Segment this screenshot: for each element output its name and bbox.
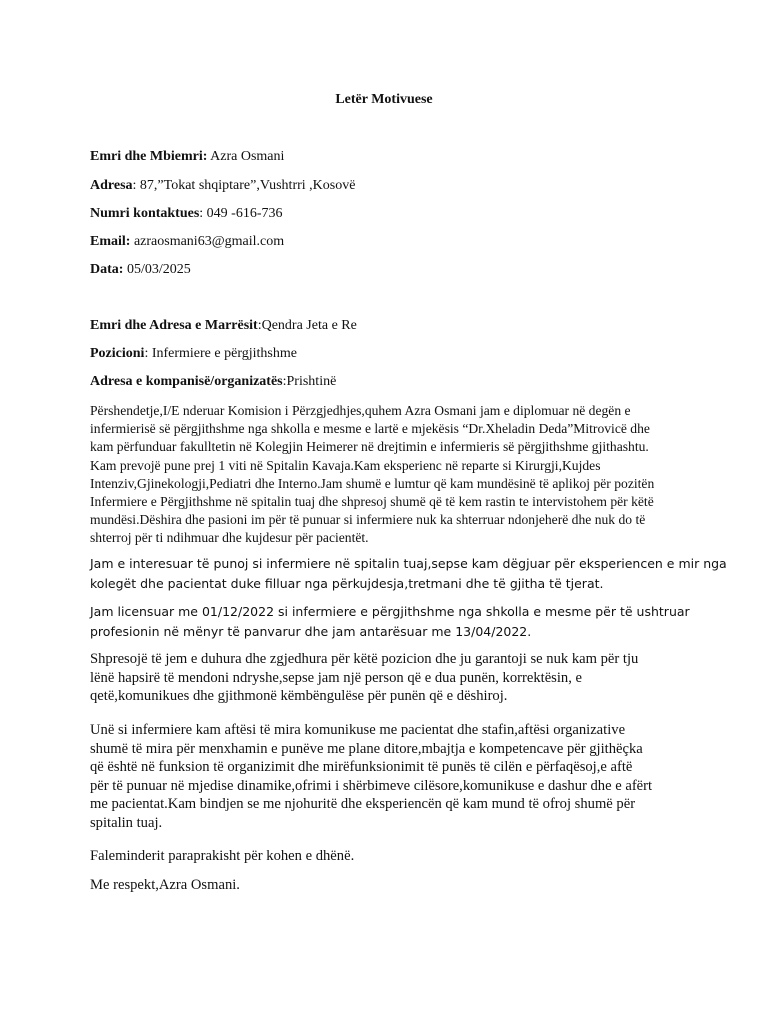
paragraph-skills [90, 721, 710, 833]
paragraph-line: Kam prevojë pune prej 1 viti në Spitalin Kavaja.Kam eksperienc në reparte si Kirurgji,Kujdes [90, 457, 601, 473]
sender-name-value: Azra Osmani [207, 149, 285, 164]
recipient-name-value: :Qendra Jeta e Re [257, 318, 357, 333]
paragraph-line: Shpresojë të jem e duhura dhe zgjedhura për këtë pozicion dhe ju garantoji se nuk kam për tju [90, 651, 639, 667]
paragraph-line: shterroj për ti ndihmuar dhe kujdesur për pacientët. [90, 530, 369, 546]
paragraph-introduction [90, 402, 690, 548]
thanks-line: Faleminderit paraprakisht për kohen e dhënë. [90, 848, 355, 864]
date-value: 05/03/2025 [123, 262, 191, 277]
paragraph-line: Jam licensuar me 01/12/2022 si infermiere e përgjithshme nga shkolla e mesme për të ushtruar [90, 604, 690, 619]
sender-address-field [90, 178, 355, 194]
sender-address-value: : 87,”Tokat shqiptare”,Vushtrri ,Kosovë [132, 178, 356, 193]
paragraph-line: qetë,komunikues dhe gjithmonë këmbëngulëse për punën që e dëshiroj. [90, 688, 508, 705]
paragraph-line: shumë të mira për menxhamin e punëve me plane ditore,mbajtja e kompetencave për gjithëçka [90, 740, 643, 757]
position-value: : Infermiere e përgjithshme [144, 346, 297, 361]
position-field [90, 346, 297, 362]
paragraph-line: Unë si infermiere kam aftësi të mira komunikuse me pacientat dhe stafin,aftësi organizative [90, 722, 626, 738]
paragraph-line: Jam e interesuar të punoj si infermiere në spitalin tuaj,sepse kam dëgjuar për eksperiencen e mir nga [90, 556, 727, 571]
company-address-value: :Prishtinë [282, 374, 337, 389]
paragraph-line: për të punuar në mjedise dinamike,ofrimi i shërbimeve cilësore,komunikuse e dashur dhe e afërt [90, 777, 653, 794]
sender-name-label: Emri dhe Mbiemri: [90, 149, 208, 164]
date-field [90, 262, 191, 278]
sender-email-field [90, 234, 284, 250]
paragraph-line: Infermiere e Përgjithshme në spitalin tuaj dhe shpresoj shumë që të kem rastin te intervistohem për këtë [90, 494, 654, 510]
paragraph-line: lënë hapsirë të mendoni ndryshe,sepse jam një person që e dua punën, korrektësin, e [90, 669, 582, 686]
paragraph-line: Përshendetje,I/E nderuar Komision i Përzgjedhjes,quhem Azra Osmani jam e diplomuar në degën e [90, 403, 631, 418]
sender-phone-field [90, 206, 283, 222]
paragraph-line: kolegët dhe pacientat duke filluar nga përkujdesja,tretmani dhe të gjitha të tjerat. [90, 576, 604, 591]
recipient-name-label: Emri dhe Adresa e Marrësit [90, 318, 258, 333]
paragraph-line: me pacientat.Kam bindjen se me njohuritë dhe eksperiencën që kam mund të ofroj shumë për [90, 796, 636, 813]
date-label: Data: [90, 262, 124, 277]
paragraph-line: që është në funksion të organizimit dhe mirëfunksionimit të punës të cilën e përfaqësoj,e aftë [90, 759, 633, 776]
sender-email-value: azraosmani63@gmail.com [130, 234, 285, 249]
paragraph-license [90, 602, 690, 642]
sender-address-label: Adresa [90, 178, 133, 193]
paragraph-line: Intenziv,Gjinekologji,Pediatri dhe Interno.Jam shumë e lumtur që kam mundësinë të aplikoj për pozitën [90, 475, 655, 491]
document-title: Letër Motivuese [335, 92, 433, 107]
company-address-field [90, 374, 336, 390]
sender-phone-label: Numri kontaktues [90, 206, 200, 221]
paragraph-line: kam përfunduar fakulltetin në Kolegjin Heimerer në drejtimin e infermieris së përgjithshme gjithashtu. [90, 439, 649, 455]
company-address-label: Adresa e kompanisë/organizatës [90, 374, 283, 389]
sender-name-field [90, 149, 284, 165]
sender-email-label: Email: [90, 234, 131, 249]
paragraph-line: spitalin tuaj. [90, 814, 163, 831]
paragraph-line: profesionin në mënyr të panvarur dhe jam antarësuar me 13/04/2022. [90, 624, 532, 639]
paragraph-line: mundësi.Dëshira dhe pasioni im për të punuar si infermiere nuk ka shterruar ndonjeherë dhe nuk do të [90, 512, 646, 528]
sender-phone-value: : 049 -616-736 [199, 206, 283, 221]
paragraph-hope [90, 650, 700, 706]
recipient-name-field [90, 318, 357, 334]
signoff-line: Me respekt,Azra Osmani. [90, 877, 240, 893]
position-label: Pozicioni [90, 346, 145, 361]
paragraph-interest [90, 554, 727, 594]
paragraph-line: infermierisë së përgjithshme nga shkolla e mesme e lartë e mjekësis “Dr.Xheladin Deda”Mitrovicë dhe [90, 421, 650, 437]
